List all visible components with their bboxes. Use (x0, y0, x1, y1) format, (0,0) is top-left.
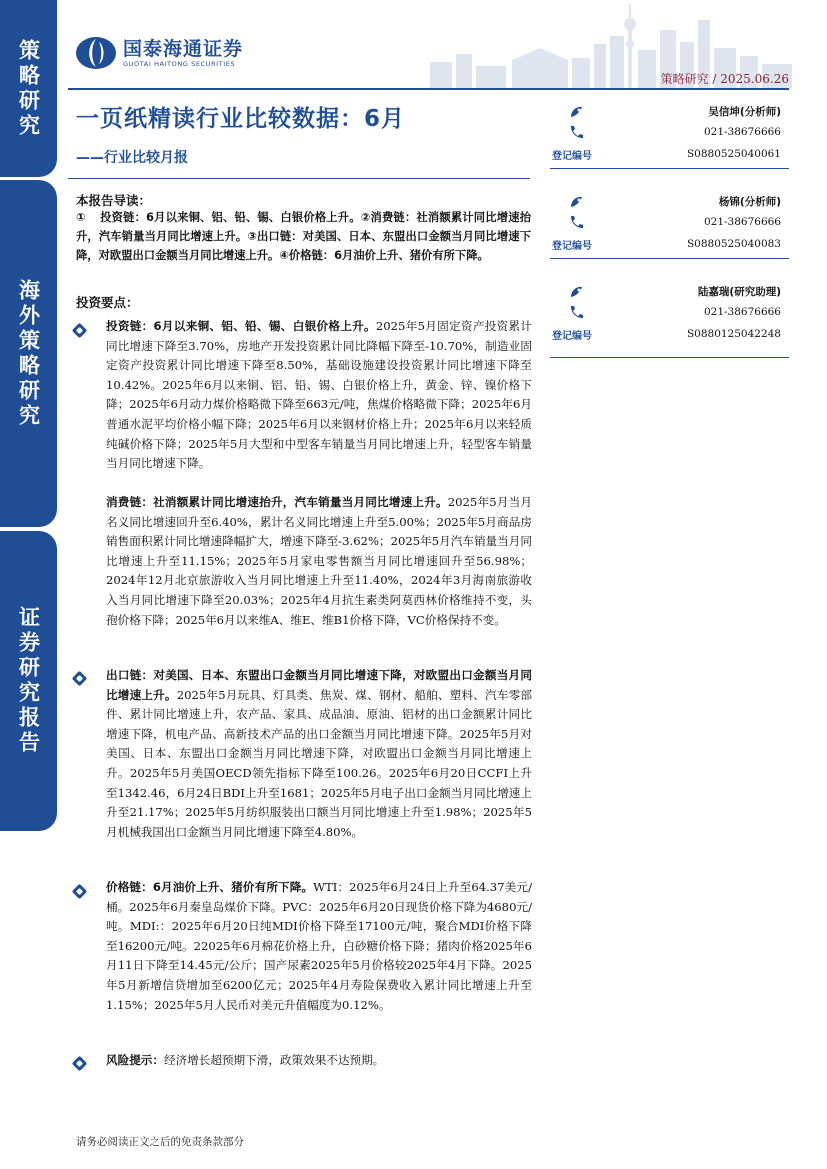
bullet-diamond-icon (72, 323, 88, 339)
brand-name-cn: 国泰海通证券 (123, 38, 244, 60)
bullet-diamond-icon (72, 1056, 88, 1072)
mail-icon (568, 194, 584, 210)
report-title: 一页纸精读行业比较数据：6月 (76, 106, 406, 132)
bullet-diamond-icon (72, 671, 88, 687)
analyst-card (550, 100, 789, 190)
brand-logo-icon (75, 36, 117, 70)
analyst-panel (550, 100, 789, 370)
analyst-card (550, 190, 789, 280)
risk-label: 风险提示： (106, 1053, 164, 1067)
point-lead: 消费链：社消额累计同比增速抬升，汽车销量当月同比增速上升。 (106, 495, 448, 509)
phone-icon (568, 125, 584, 139)
analyst-name: 吴信坤(分析师) (708, 106, 781, 118)
analyst-code: S0880125042248 (686, 328, 781, 340)
report-subtitle: ——行业比较月报 (76, 150, 188, 166)
analyst-divider (550, 168, 789, 169)
point-text: 2025年5月玩具、灯具类、焦炭、煤、钢材、船舶、塑料、汽车零部件、累计同比增速上升，农产品、家具、成品油、原油、铝材的出口金额累计同比增速下降，机电产品、高新技术产品的出口金额当月同比增速下降。2025年5月对美国、日本、东盟出口金额当月同比增速下降，对欧盟出口金额当月同比增速上升。2025年5月美国OECD领先指标下降至100.26。2025年6月20日CCFI上升至1342.46，6月24日BDI上升至1681；2025年5月电子出口金额当月同比增速上升至21.17%；2025年5月纺织服装出口额当月同比增速上升至1.98%；2025年5月机械我国出口金额当月同比增速下降至4.80%。 (106, 687, 532, 839)
brand-logo (75, 36, 243, 70)
point-price-chain (106, 878, 532, 1015)
phone-icon (568, 215, 584, 229)
mail-icon (568, 104, 584, 120)
point-lead: 价格链：6月油价上升、猪价有所下降。 (106, 880, 314, 894)
report-category-date: 策略研究 / 2025.06.26 (660, 72, 789, 86)
registration-label: 登记编号 (552, 241, 592, 252)
analyst-name: 杨锦(分析师) (718, 196, 781, 208)
guide-text (76, 208, 531, 265)
analyst-phone: 021-38676666 (703, 306, 781, 318)
header-divider (68, 88, 789, 90)
brand-name-en: GUOTAI HAITONG SECURITIES (123, 60, 236, 68)
risk-text: 经济增长超预期下滑，政策效果不达预期。 (163, 1053, 385, 1067)
point-investment-chain (106, 317, 532, 474)
analyst-phone: 021-38676666 (703, 126, 781, 138)
side-tab-strategy: 策略研究 (0, 0, 57, 177)
title-divider (68, 178, 530, 179)
risk-warning (106, 1051, 532, 1071)
point-text: 2025年5月当月名义同比增速回升至6.40%，累计名义同比增速上升至5.00%；2025年5月商品房销售面积累计同比增速降幅扩大，增速下降至-3.62%；2025年5月汽车销量当月同比增速上升至11.15%；2025年5月家电零售额当月同比增速回升至56.98%；2024年12月北京旅游收入当月同比增速上升至11.40%，2024年3月海南旅游收入当月同比增速下降至20.03%；2025年4月抗生素类阿莫西林价格维持不变，头孢价格下降；2025年6月以来维A、维E、维B1价格下降，VC价格保持不变。 (106, 495, 532, 627)
analyst-phone: 021-38676666 (703, 216, 781, 228)
guide-body: 投资链：6月以来铜、铝、铅、锡、白银价格上升。②消费链：社消额累计同比增速抬升，汽车销量当月同比增速上升。③出口链：对美国、日本、东盟出口金额当月同比增速下降，对欧盟出口金额当月同比增速上升。④价格链：6月油价上升、猪价有所下降。 (76, 211, 531, 262)
points-heading: 投资要点： (76, 295, 139, 310)
registration-label: 登记编号 (552, 331, 592, 342)
guide-heading: 本报告导读： (76, 193, 152, 208)
phone-icon (568, 305, 584, 319)
side-tab-overseas-strategy: 海外策略研究 (0, 180, 57, 527)
guide-number: ① (76, 211, 86, 224)
point-consumption-chain (106, 493, 532, 630)
point-export-chain (106, 666, 532, 842)
mail-icon (568, 284, 584, 300)
bullet-diamond-icon (72, 884, 88, 900)
disclaimer-footer: 请务必阅读正文之后的免责条款部分 (76, 1136, 244, 1148)
analyst-divider (550, 258, 789, 259)
registration-label: 登记编号 (552, 151, 592, 162)
analyst-name: 陆嘉瑞(研究助理) (697, 286, 781, 298)
point-lead: 投资链：6月以来铜、铝、铅、锡、白银价格上升。 (106, 319, 376, 333)
analyst-code: S0880525040083 (686, 238, 781, 250)
point-text: 2025年5月固定资产投资累计同比增速下降至3.70%，房地产开发投资累计同比降幅下降至-10.70%，制造业固定资产投资累计同比增速下降至8.50%，基础设施建设投资累计同比增速下降至10.42%。2025年6月以来铜、铝、铅、锡、白银价格上升，黄金、锌、镍价格下降；2025年6月动力煤价格略微下降至663元/吨，焦煤价格略微下降；2025年6月普通水泥平均价格小幅下降；2025年6月以来钢材价格上升；2025年6月以来轻质纯碱价格下降；2025年5月大型和中型客车销量当月同比增速上升，轻型客车销量当月同比增速下降。 (106, 319, 532, 471)
side-tab-securities-report: 证券研究报告 (0, 531, 57, 831)
point-lead: 出口链：对美国、日本、东盟出口金额当月同比增速下降，对欧盟出口金额当月同比增速上升。 (106, 668, 532, 702)
point-text: WTI：2025年6月24日上升至64.37美元/桶。2025年6月秦皇岛煤价下降。PVC：2025年6月20日现货价格下降为4680元/吨。MDI:：2025年6月20日纯MDI价格下降至17100元/吨，聚合MDI价格下降至16200元/吨。22025年6月棉花价格上升，白砂糖价格下降；猪肉价格2025年6月11日下降至14.45元/公斤；国产尿素2025年5月价格较2025年4月下降。2025年5月新增信贷增加至6200亿元；2025年4月寿险保费收入累计同比增速上升至1.15%；2025年5月人民币对美元升值幅度为0.12%。 (106, 880, 532, 1012)
analyst-divider (550, 357, 789, 358)
analyst-code: S0880525040061 (686, 148, 781, 160)
